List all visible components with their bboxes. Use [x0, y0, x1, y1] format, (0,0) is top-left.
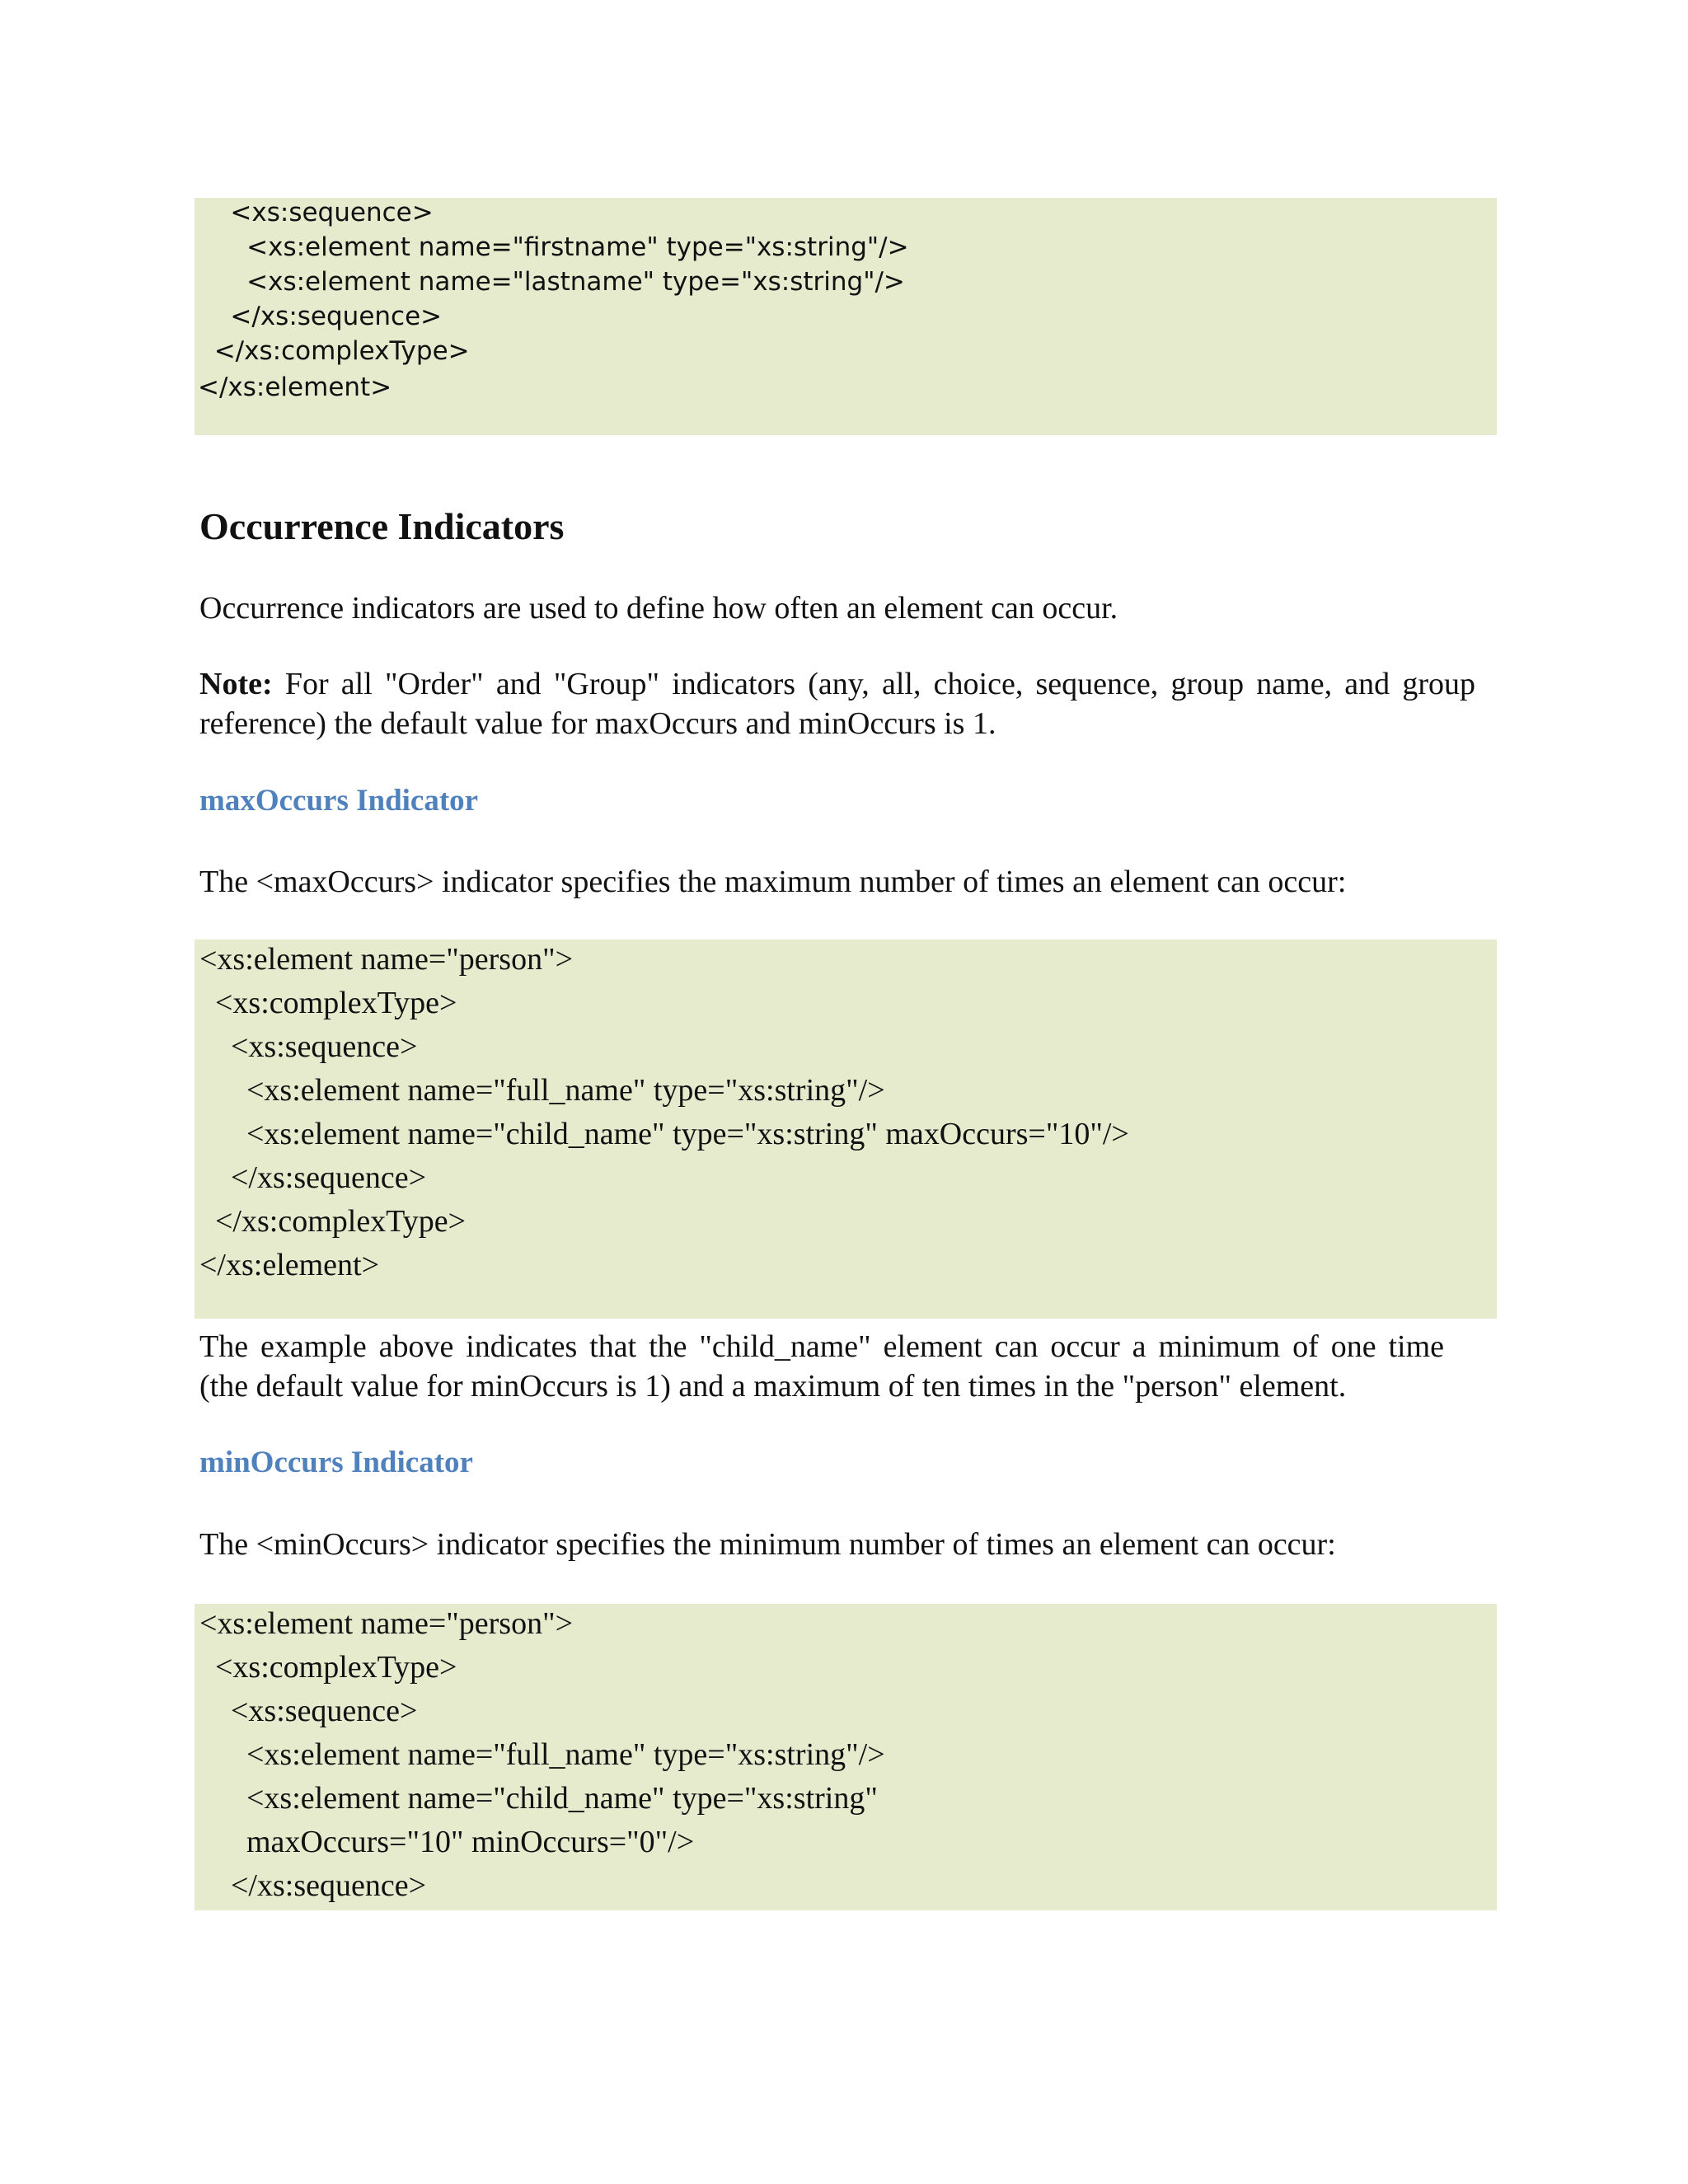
explain-line-1: The example above indicates that the "child_name" element can occur a minimum of one time	[199, 1329, 1444, 1364]
max-occurs-text: The <maxOccurs> indicator specifies the maximum number of times an element can occur:	[199, 865, 1347, 899]
code-line: <xs:complexType>	[199, 986, 457, 1020]
min-occurs-heading: minOccurs Indicator	[199, 1446, 473, 1479]
code-line: <xs:sequence>	[199, 1029, 418, 1064]
code-line: <xs:sequence>	[199, 1694, 418, 1728]
code-line: </xs:element>	[198, 373, 392, 402]
code-block-3	[195, 1604, 1497, 1910]
max-occurs-heading: maxOccurs Indicator	[199, 784, 479, 818]
code-line: <xs:element name="child_name" type="xs:string"	[199, 1781, 878, 1816]
code-line: <xs:element name="person">	[199, 942, 574, 977]
code-line: <xs:element name="child_name" type="xs:string" maxOccurs="10"/>	[199, 1117, 1129, 1151]
note-paragraph	[199, 666, 1475, 742]
intro-paragraph: Occurrence indicators are used to define how often an element can occur.	[199, 591, 1118, 626]
code-line: </xs:element>	[199, 1248, 380, 1282]
code-line: </xs:sequence>	[198, 302, 443, 331]
note-line-2: reference) the default value for maxOccurs and minOccurs is 1.	[199, 706, 996, 741]
note-line-1: For all "Order" and "Group" indicators (any, all, choice, sequence, group name, and group	[284, 667, 1476, 701]
note-label: Note:	[199, 667, 273, 701]
code-line: </xs:sequence>	[199, 1868, 427, 1903]
code-line: <xs:sequence>	[198, 198, 434, 227]
section-heading: Occurrence Indicators	[199, 505, 565, 547]
code-line: </xs:sequence>	[199, 1160, 427, 1195]
code-line: <xs:element name="full_name" type="xs:string"/>	[199, 1737, 885, 1772]
min-occurs-text: The <minOccurs> indicator specifies the minimum number of times an element can occur:	[199, 1527, 1336, 1562]
code-block-1	[195, 198, 1497, 435]
max-occurs-explanation	[199, 1329, 1444, 1404]
code-line: </xs:complexType>	[198, 336, 470, 366]
code-line: <xs:complexType>	[199, 1650, 457, 1685]
code-block-2	[195, 940, 1497, 1319]
code-line: maxOccurs="10" minOccurs="0"/>	[199, 1825, 695, 1859]
code-line: </xs:complexType>	[199, 1204, 467, 1239]
code-line: <xs:element name="lastname" type="xs:string"/>	[198, 267, 905, 297]
code-line: <xs:element name="firstname" type="xs:string"/>	[198, 232, 909, 262]
code-line: <xs:element name="person">	[199, 1606, 574, 1641]
code-line: <xs:element name="full_name" type="xs:string"/>	[199, 1073, 885, 1108]
explain-line-2: (the default value for minOccurs is 1) and a maximum of ten times in the "person" element.	[199, 1369, 1347, 1404]
